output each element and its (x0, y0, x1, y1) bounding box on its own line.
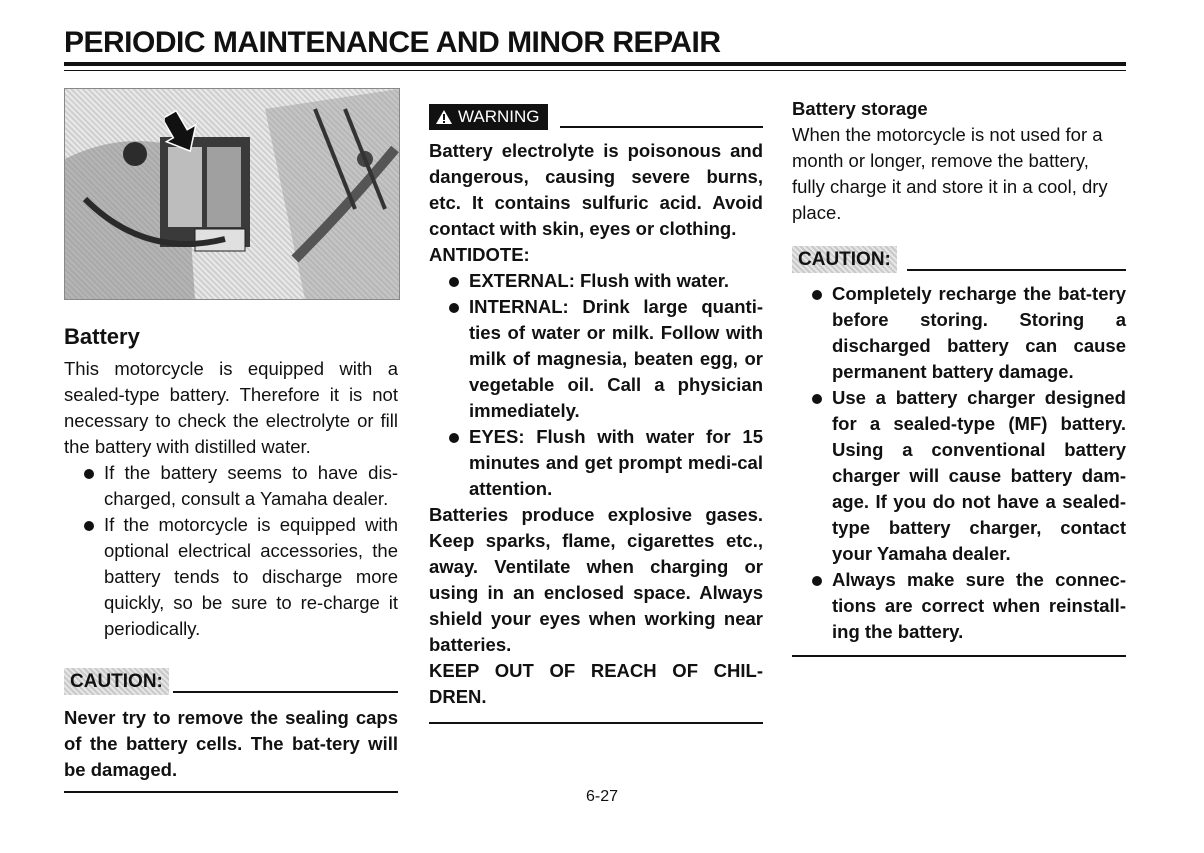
antidote-list (429, 268, 763, 502)
caution-label: CAUTION: (792, 246, 897, 273)
caution-rule (907, 269, 1126, 271)
caution-text: Never try to remove the sealing caps of the battery cells. The bat-tery will be damaged. (64, 707, 398, 780)
caution-label: CAUTION: (64, 668, 169, 695)
warning-triangle-icon (435, 109, 453, 125)
list-item (64, 512, 398, 642)
battery-intro: This motorcycle is equipped with a sealed-type battery. Therefore it is not necessary to check the electrolyte or fill the battery with distilled water. (64, 358, 398, 457)
gases-text: Batteries produce explosive gases. Keep sparks, flame, cigarettes etc., away. Ventilate when charging or using in an enclosed space. Always shield your eyes when working near batteries. (429, 504, 763, 655)
bullet-icon (812, 290, 822, 300)
warning-header (429, 104, 763, 130)
battery-photo (64, 88, 400, 300)
battery-bullets (64, 460, 398, 642)
column-left (64, 88, 398, 793)
header-rule-thin (64, 70, 1126, 71)
page-number: 6-27 (585, 788, 619, 805)
warning-intro: Battery electrolyte is poisonous and dangerous, causing severe burns, etc. It contains sulfuric acid. Avoid contact with skin, eyes or clothing. (429, 140, 763, 239)
storage-end-rule (792, 655, 1126, 657)
warning-label: WARNING (458, 107, 540, 126)
list-item (792, 567, 1126, 645)
warning-end-rule (429, 722, 763, 724)
warning-badge (429, 104, 548, 130)
list-item (64, 460, 398, 512)
bullet-icon (812, 576, 822, 586)
list-item-text: EYES: Flush with water for 15 minutes and get prompt medi-cal attention. (469, 426, 763, 499)
header-rule-thick (64, 62, 1126, 66)
battery-heading: Battery (64, 324, 140, 349)
bullet-icon (449, 303, 459, 313)
bullet-icon (84, 521, 94, 531)
list-item (429, 294, 763, 424)
column-right (792, 96, 1126, 657)
list-item (429, 424, 763, 502)
column-middle (429, 104, 763, 724)
keep-out-text: KEEP OUT OF REACH OF CHIL-DREN. (429, 660, 763, 707)
list-item-text: INTERNAL: Drink large quanti-ties of water or milk. Follow with milk of magnesia, beaten egg, or vegetable oil. Call a physician immediately. (469, 296, 763, 421)
page-title: PERIODIC MAINTENANCE AND MINOR REPAIR (64, 26, 721, 59)
battery-photo-illustration (65, 89, 399, 299)
storage-text: When the motorcycle is not used for a month or longer, remove the battery, fully charge it and store it in a cool, dry place. (792, 124, 1108, 223)
bullet-icon (812, 394, 822, 404)
list-item-text: Completely recharge the bat-tery before storing. Storing a discharged battery can cause permanent battery damage. (832, 283, 1126, 382)
caution-header-left (64, 668, 398, 695)
bullet-icon (84, 469, 94, 479)
arrow-down-icon (165, 107, 205, 157)
caution-rule (173, 691, 398, 693)
antidote-label: ANTIDOTE: (429, 244, 530, 265)
list-item-text: If the battery seems to have dis-charged, consult a Yamaha dealer. (104, 462, 398, 509)
caution-header-right (792, 246, 1126, 273)
list-item-text: If the motorcycle is equipped with optional electrical accessories, the battery tends to discharge more quickly, so be sure to re-charge it periodically. (104, 514, 398, 639)
list-item (792, 281, 1126, 385)
list-item (792, 385, 1126, 567)
list-item-text: EXTERNAL: Flush with water. (469, 270, 730, 291)
storage-heading: Battery storage (792, 98, 928, 119)
list-item (429, 268, 763, 294)
list-item-text: Use a battery charger designed for a sealed-type (MF) battery. Using a conventional battery charger will cause battery dam-age. If you do not have a sealed-type battery charger, contact your Yamaha dealer. (832, 387, 1126, 564)
storage-caution-list (792, 281, 1126, 645)
bullet-icon (449, 277, 459, 287)
list-item-text: Always make sure the connec-tions are correct when reinstall-ing the battery. (832, 569, 1126, 642)
bullet-icon (449, 433, 459, 443)
warning-rule (560, 126, 763, 128)
